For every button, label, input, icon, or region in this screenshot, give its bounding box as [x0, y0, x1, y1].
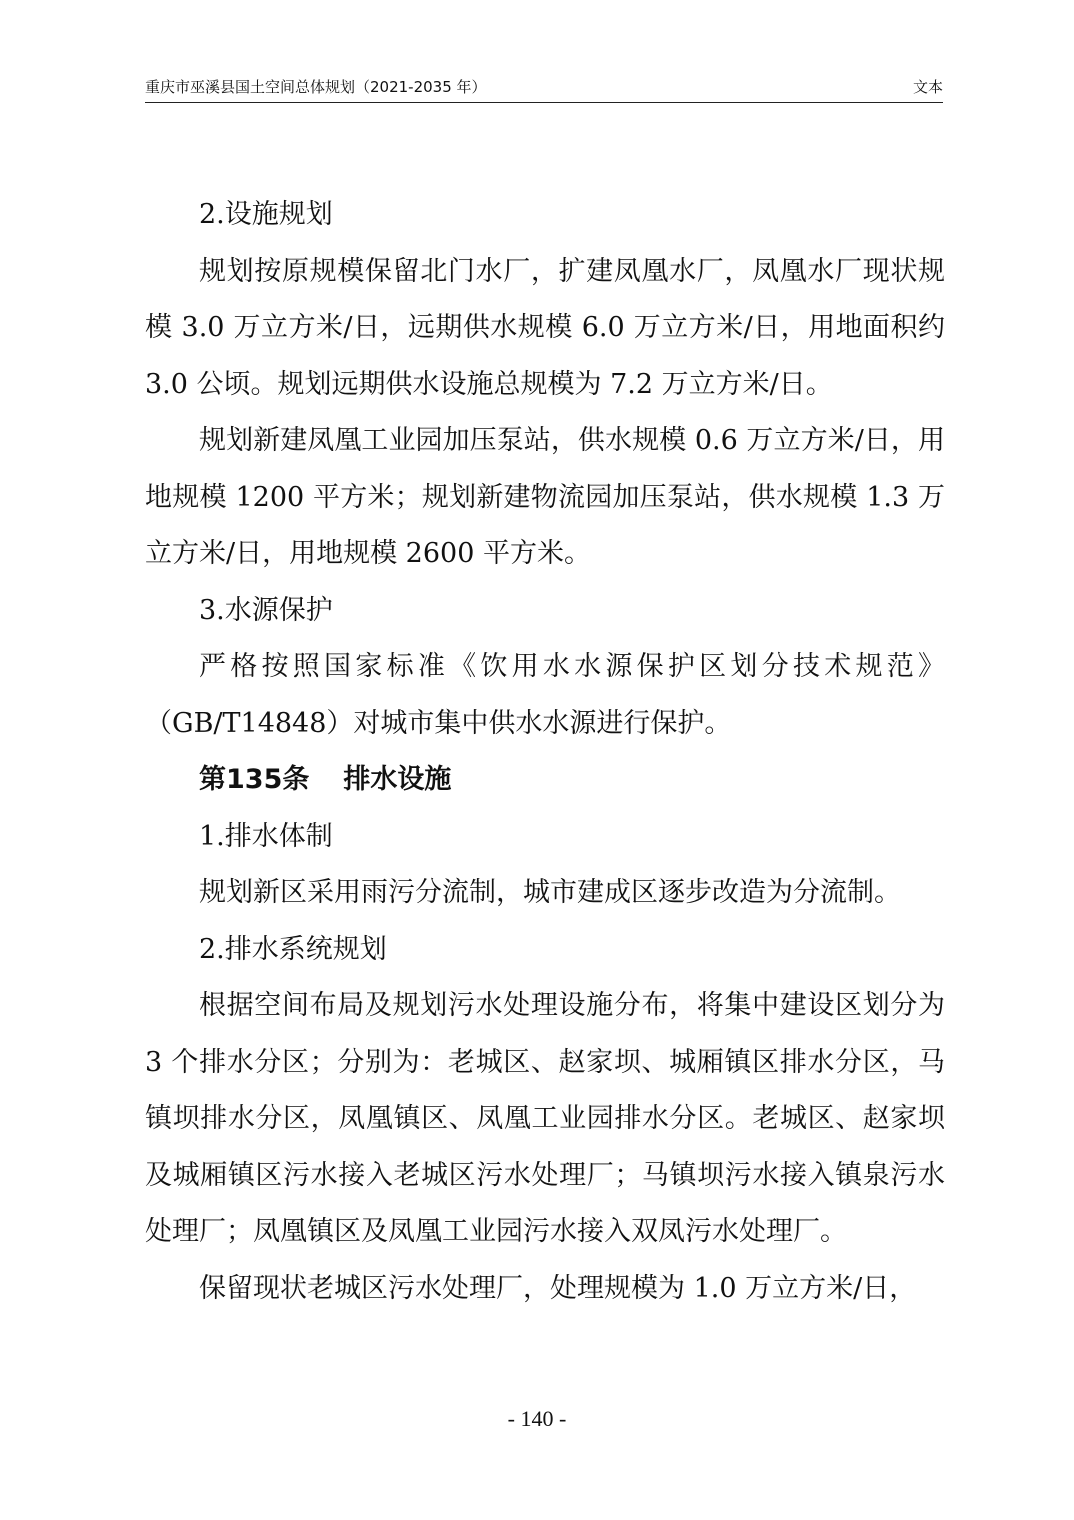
- section-heading-drainage-planning: 2.排水系统规划: [199, 933, 387, 965]
- paragraph-drainage-zones: 根据空间布局及规划污水处理设施分布，将集中建设区划分为 3 个排水分区；分别为：老城区、赵家坝、城厢镇区排水分区，马镇坝排水分区，凤凰镇区、凤凰工业园排水分区。老城区、赵家坝及城厢镇区污水接入老城区污水处理厂；马镇坝污水接入镇泉污水处理厂；凤凰镇区及凤凰工业园污水接入双凤污水处理厂。: [145, 990, 945, 1247]
- paragraph-pump-stations: 规划新建凤凰工业园加压泵站，供水规模 0.6 万立方米/日，用地规模 1200 平方米；规划新建物流园加压泵站，供水规模 1.3 万立方米/日，用地规模 2600 平方米。: [145, 425, 945, 569]
- section-heading-drainage-system: 1.排水体制: [199, 820, 333, 852]
- section-heading-facility-planning: 2.设施规划: [199, 199, 333, 230]
- article-title: 排水设施: [343, 764, 452, 795]
- paragraph-sewage-plant: 保留现状老城区污水处理厂，处理规模为 1.0 万立方米/日，: [199, 1272, 917, 1304]
- paragraph-drainage-system: 规划新区采用雨污分流制，城市建成区逐步改造为分流制。: [199, 877, 901, 908]
- page-header: [145, 76, 943, 103]
- article-number: 第135条: [199, 764, 310, 795]
- section-heading-water-source-protection: 3.水源保护: [199, 594, 333, 626]
- document-type: 文本: [912, 78, 943, 96]
- page-number: - 140 -: [507, 1406, 567, 1431]
- document-title: 重庆市巫溪县国土空间总体规划（2021-2035 年）: [145, 78, 487, 96]
- document-body: [145, 187, 945, 1317]
- article-heading: [145, 752, 945, 809]
- paragraph-water-plants: 规划按原规模保留北门水厂，扩建凤凰水厂，凤凰水厂现状规模 3.0 万立方米/日，远期供水规模 6.0 万立方米/日，用地面积约 3.0 公顷。规划远期供水设施总规模为 7.2 万立方米/日。: [145, 255, 945, 400]
- paragraph-water-source-standard: 严格按照国家标准《饮用水水源保护区划分技术规范》（GB/T14848）对城市集中供水水源进行保护。: [145, 651, 945, 739]
